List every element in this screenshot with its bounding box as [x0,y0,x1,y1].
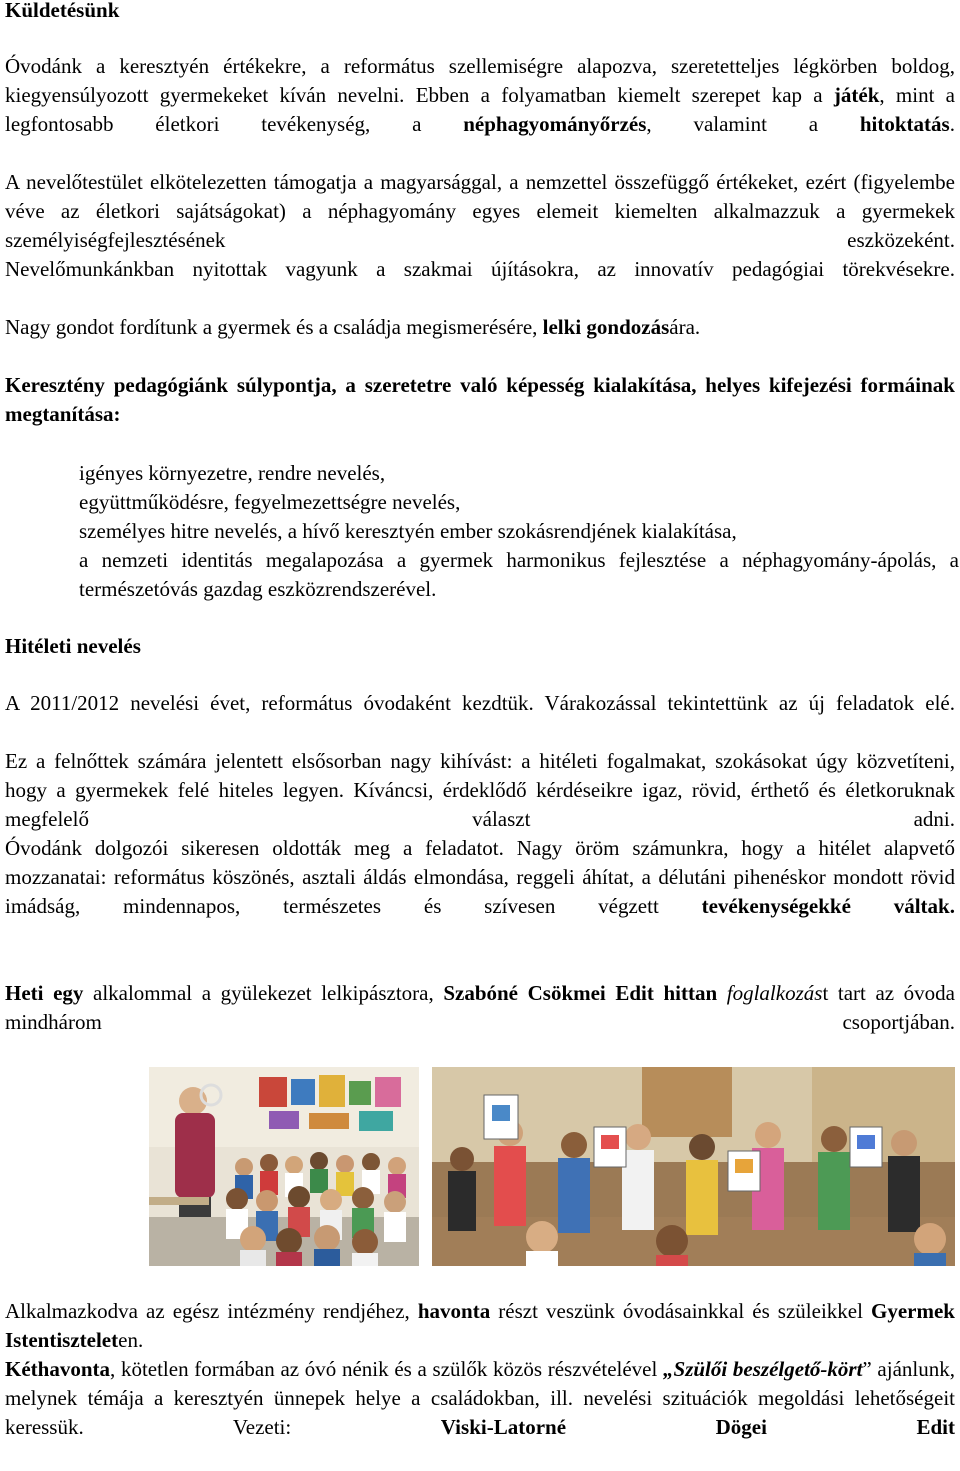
text-run: A 2011/2012 nevelési évet, református óvodaként kezdtük. Várakozással tekintettünk az új feladatok elé. [5,691,955,715]
text-run: Gyermek Istentisztelet [5,1299,955,1352]
text-run: t tart az óvoda mindhárom csoportjában. [5,981,956,1034]
classroom-photo [149,1067,419,1266]
text-run: ” ajánlunk, melynek témája a keresztyén ünnepek helye a családokban, ill. nevelési szituációk megoldási lehetőségeit keressük. Vezeti: [5,1357,955,1439]
text-run: , mint a legfontosabb életkori tevékenység, a [5,83,955,136]
text-run: , valamint a [646,112,860,136]
text-run: játék [833,83,880,107]
pedagogy-heading: Keresztény pedagógiánk súlypontja, a szeretetre való képesség kialakítása, helyes kifejezési formáinak megtanítása: [5,373,955,426]
faith-paragraph-4 [5,979,955,1066]
text-run: hitoktatás [859,112,950,136]
text-run: Heti egy [5,981,84,1005]
section-heading-faith: Hitéleti nevelés [5,634,141,658]
text-run: , kötetlen formában az óvó nénik és a szülők közös részvételével [110,1357,664,1381]
text-run: Alkalmazkodva az egész intézmény rendjéhez, [5,1299,418,1323]
text-run: „Szülői beszélgető-kört [663,1357,863,1381]
mission-paragraph-4 [5,313,955,342]
pedagogy-list [79,459,959,604]
text-run: Óvodánk a keresztyén értékekre, a református szellemiségre alapozva, szeretetteljes légkörben boldog, kiegyensúlyozott gyermekeket kíván nevelni. Ebben a folyamatban kiemelt szerepet kap a [5,54,955,107]
mission-paragraph-3 [5,255,955,313]
text-run: . [949,112,955,136]
text-run: Óvodánk dolgozói sikeresen oldották meg a feladatot. Nagy öröm számunkra, hogy a hitélet alapvető mozzanatai: református köszönés, asztali áldás elmondása, reggeli áhítat, a délutáni pihenéskor mondott rövid imádság, mindennapos, természetes és szívesen végzett [5,836,955,918]
text-run: Nagy gondot fordítunk a gyermek és a családja megismerésére, [5,315,543,339]
text-run: havonta [417,1299,491,1323]
text-run [717,981,727,1005]
text-run: foglalkozás [726,981,823,1005]
pedagogy-list-item: együttműködésre, fegyelmezettségre nevelés, [79,490,461,514]
pedagogy-list-item: igényes környezetre, rendre nevelés, [79,461,386,485]
text-run: Viski-Latorné Dögei Edit [440,1415,955,1439]
children-drawings-photo [432,1067,955,1266]
faith-paragraph-1 [5,689,955,747]
text-run: lelki gondozás [542,315,670,339]
text-run: néphagyományőrzés [463,112,647,136]
text-run: Nevelőmunkánkban nyitottak vagyunk a szakmai újításokra, az innovatív pedagógiai törekvésekre. [5,257,955,281]
text-run: tevékenységekké váltak. [701,894,955,918]
closing-paragraph-2 [5,1355,955,1471]
text-run: részt veszünk óvodásainkkal és szüleikkel [490,1299,872,1323]
mission-paragraph-1 [5,52,955,168]
text-run: A nevelőtestület elkötelezetten támogatja a magyarsággal, a nemzettel összefüggő értékeket, ezért (figyelembe véve az életkori sajátságokat) a néphagyomány egyes elemeit kiemelten alkalmazzuk a gyermekek személyiségfejlesztésének eszközeként. [5,170,955,252]
text-run: Ez a felnőttek számára jelentett elsősorban nagy kihívást: a hitéleti fogalmakat, szokásokat úgy közvetíteni, hogy a gyermekek felé hiteles legyen. Kíváncsi, érdeklődő kérdéseikre igaz, rövid, érthető és életkoruknak megfelelő választ adni. [5,749,955,831]
text-run: Kéthavonta [5,1357,110,1381]
faith-paragraph-3 [5,834,955,950]
pedagogy-list-item: személyes hitre nevelés, a hívő keresztyén ember szokásrendjének kialakítása, [79,519,737,543]
text-run: ára. [669,315,701,339]
text-run: en. [118,1328,144,1352]
pedagogy-list-item: a nemzeti identitás megalapozása a gyermek harmonikus fejlesztése a néphagyomány-ápolás, a természetóvás gazdag eszközrendszerével. [79,548,959,601]
text-run: alkalommal a gyülekezet lelkipásztora, [83,981,444,1005]
text-run: Szabóné Csökmei Edit hittan [443,981,718,1005]
section-heading-mission: Küldetésünk [5,0,120,22]
